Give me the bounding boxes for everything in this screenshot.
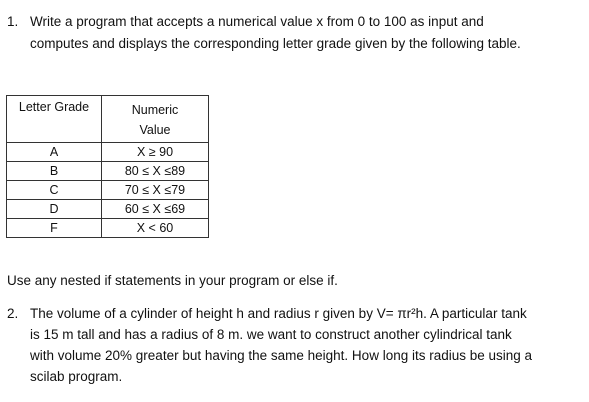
table-row — [7, 162, 209, 181]
question-2-line-1: The volume of a cylinder of height h and radius r given by V= πr²h. A particular tank — [30, 306, 527, 321]
question-2-line-3: with volume 20% greater but having the same height. How long its radius be using a — [30, 348, 533, 363]
question-1-number: 1. — [7, 14, 19, 29]
grade-cell: D — [7, 200, 102, 219]
value-cell: X ≥ 90 — [102, 143, 209, 162]
table-row — [7, 143, 209, 162]
grade-cell: B — [7, 162, 102, 181]
table-row — [7, 200, 209, 219]
grade-cell: F — [7, 219, 102, 238]
grade-cell: C — [7, 181, 102, 200]
header-letter-grade: Letter Grade — [7, 96, 102, 143]
grade-table — [6, 95, 209, 238]
question-2-number: 2. — [7, 306, 19, 321]
header-numeric-value-line-2: Value — [139, 123, 171, 137]
question-2-line-2: is 15 m tall and has a radius of 8 m. we want to construct another cylindrical tank — [30, 327, 512, 342]
grade-table-header-row — [7, 96, 209, 143]
header-numeric-value — [102, 96, 209, 143]
value-cell: 80 ≤ X ≤89 — [102, 162, 209, 181]
question-2-line-4: scilab program. — [30, 369, 123, 384]
nested-if-note: Use any nested if statements in your program or else if. — [7, 273, 338, 288]
value-cell: 60 ≤ X ≤69 — [102, 200, 209, 219]
value-cell: X < 60 — [102, 219, 209, 238]
value-cell: 70 ≤ X ≤79 — [102, 181, 209, 200]
question-1-line-2: computes and displays the corresponding letter grade given by the following table. — [30, 36, 521, 51]
header-numeric-value-line-1: Numeric — [131, 103, 179, 117]
grade-cell: A — [7, 143, 102, 162]
table-row — [7, 219, 209, 238]
question-1-line-1: Write a program that accepts a numerical value x from 0 to 100 as input and — [30, 14, 484, 29]
table-row — [7, 181, 209, 200]
